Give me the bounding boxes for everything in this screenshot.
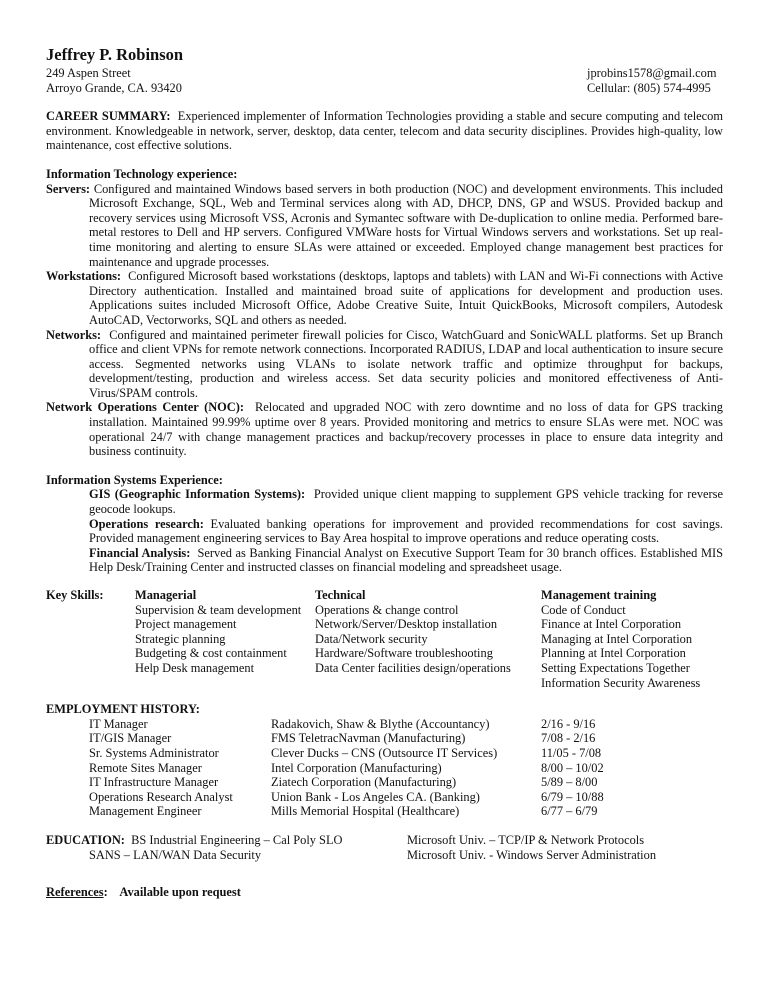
skill-item: Network/Server/Desktop installation xyxy=(315,617,498,632)
job-company: Radakovich, Shaw & Blythe (Accountancy) xyxy=(271,716,490,731)
is-item-text: Served as Banking Financial Analyst on Executive Support Team for 30 branch offices. Established MIS Help Desk/Training Center and instructed classes on financial modeling and spreadsheet usage. xyxy=(89,545,723,575)
skills-training-title: Management training xyxy=(541,588,657,602)
phone-number: Cellular: (805) 574-4995 xyxy=(587,80,711,95)
employment-row xyxy=(46,761,723,776)
is-experience-section xyxy=(46,473,723,575)
skill-item: Information Security Awareness xyxy=(541,675,701,690)
employment-section xyxy=(46,702,723,819)
job-title: Management Engineer xyxy=(89,804,202,819)
skills-training-col xyxy=(541,588,723,690)
job-dates: 8/00 – 10/02 xyxy=(541,760,604,775)
job-company: FMS TeletracNavman (Manufacturing) xyxy=(271,731,466,746)
job-title: Sr. Systems Administrator xyxy=(89,745,219,760)
job-dates: 2/16 - 9/16 xyxy=(541,716,596,731)
skill-item: Code of Conduct xyxy=(541,602,626,617)
job-dates: 11/05 - 7/08 xyxy=(541,745,602,760)
references-label: References xyxy=(46,885,104,900)
career-summary-label: CAREER SUMMARY: xyxy=(46,109,171,124)
job-company: Clever Ducks – CNS (Outsource IT Services) xyxy=(271,745,498,760)
education-sans: SANS – LAN/WAN Data Security xyxy=(89,847,262,862)
skill-item: Setting Expectations Together xyxy=(541,660,690,675)
skill-item: Finance at Intel Corporation xyxy=(541,617,682,632)
skill-item: Project management xyxy=(135,617,237,632)
skill-item: Data Center facilities design/operations xyxy=(315,660,511,675)
employment-row xyxy=(46,731,723,746)
job-dates: 5/89 – 8/00 xyxy=(541,775,598,790)
references-text: Available upon request xyxy=(119,885,241,900)
is-item-text: Evaluated banking operations for improvement and provided recommendations for cost savings. Provided management engineering services to Bay Area hospital to improve operations and reduce operating costs. xyxy=(89,516,723,546)
contact-block xyxy=(46,66,723,95)
skill-item: Operations & change control xyxy=(315,602,459,617)
it-item-text: Relocated and upgraded NOC with zero downtime and no loss of data for GPS tracking installation. Maintained 99.99% uptime over 8 years. Provided monitoring and metrics to ensure SLAs were met. NOC was operational 24/7 with change management practices and backup/recovery processes in place to ensure data integrity and business continuity. xyxy=(89,400,723,459)
skill-item: Hardware/Software troubleshooting xyxy=(315,646,493,661)
skills-technical-col xyxy=(315,588,541,690)
it-item-servers xyxy=(46,182,723,270)
it-item-workstations xyxy=(46,269,723,327)
it-item-networks xyxy=(46,328,723,401)
education-left-col xyxy=(46,833,407,862)
career-summary-text: Experienced implementer of Information Technologies providing a stable and secure computing and telecom environment. Knowledgeable in network, server, desktop, data center, telecom and data security disciplines. Provides high-quality, low maintenance, cost effective solutions. xyxy=(46,109,723,153)
references-colon: : xyxy=(103,885,108,900)
education-msu-windows: Microsoft Univ. - Windows Server Administration xyxy=(407,847,657,862)
address-city: Arroyo Grande, CA. 93420 xyxy=(46,80,182,95)
skill-item: Help Desk management xyxy=(135,660,255,675)
skills-managerial-title: Managerial xyxy=(135,588,197,602)
skill-item: Budgeting & cost containment xyxy=(135,646,287,661)
job-title: IT Manager xyxy=(89,716,148,731)
employment-row xyxy=(46,804,723,819)
it-experience-section xyxy=(46,167,723,459)
job-dates: 7/08 - 2/16 xyxy=(541,731,596,746)
skill-item: Data/Network security xyxy=(315,631,428,646)
skill-item: Planning at Intel Corporation xyxy=(541,646,686,661)
education-msu-tcpip: Microsoft Univ. – TCP/IP & Network Protocols xyxy=(407,832,645,847)
candidate-name: Jeffrey P. Robinson xyxy=(46,45,184,64)
is-item-label: GIS (Geographic Information Systems): xyxy=(89,487,306,502)
references-line xyxy=(46,885,723,900)
is-item-operations-research xyxy=(46,517,723,546)
employment-row xyxy=(46,746,723,761)
contact-info xyxy=(587,66,723,95)
is-item-text: Provided unique client mapping to supplement GPS vehicle tracking for reverse geocode lookups. xyxy=(89,487,723,517)
it-item-label: Networks: xyxy=(46,327,102,342)
is-item-label: Financial Analysis: xyxy=(89,545,191,560)
job-company: Mills Memorial Hospital (Healthcare) xyxy=(271,804,460,819)
key-skills-label: Key Skills: xyxy=(46,588,104,602)
skill-item: Managing at Intel Corporation xyxy=(541,631,693,646)
employment-heading: EMPLOYMENT HISTORY: xyxy=(46,702,200,717)
employment-row xyxy=(46,717,723,732)
email-address: jprobins1578@gmail.com xyxy=(587,66,717,80)
skills-technical-title: Technical xyxy=(315,588,366,602)
education-label: EDUCATION: xyxy=(46,832,125,847)
employment-row xyxy=(46,775,723,790)
address-street: 249 Aspen Street xyxy=(46,66,131,80)
it-item-label: Workstations: xyxy=(46,269,122,284)
job-title: Operations Research Analyst xyxy=(89,789,233,804)
job-dates: 6/77 – 6/79 xyxy=(541,804,598,819)
education-degree: BS Industrial Engineering – Cal Poly SLO xyxy=(131,832,343,847)
job-company: Union Bank - Los Angeles CA. (Banking) xyxy=(271,789,480,804)
it-item-label: Network Operations Center (NOC): xyxy=(46,400,244,415)
key-skills-label-col xyxy=(46,588,135,690)
job-title: IT Infrastructure Manager xyxy=(89,775,219,790)
career-summary xyxy=(46,109,723,153)
job-company: Intel Corporation (Manufacturing) xyxy=(271,760,442,775)
it-item-text: Configured Microsoft based workstations (desktops, laptops and tablets) with LAN and Wi-Fi connections with Active Directory authentication. Installed and maintained broad suite of applications for development and production uses. Applications suites included Microsoft Office, Adobe Creative Suite, Intuit QuickBooks, Microsoft compilers, Autodesk AutoCAD, Vectorworks, SQL and others as needed. xyxy=(89,269,723,327)
job-title: Remote Sites Manager xyxy=(89,760,202,775)
address-block xyxy=(46,66,182,95)
job-title: IT/GIS Manager xyxy=(89,731,172,746)
it-item-text: Configured and maintained perimeter firewall policies for Cisco, WatchGuard and SonicWALL platforms. Set up Branch office and client VPNs for remote network connections. Incorporated RADIUS, LDAP and local authentication to insure secure access. Segmented networks using VLANs to isolate network traffic and optimize throughput for backups, development/testing, production and wireless access. Set data security policies and monitored effectiveness of Anti-Virus/SPAM controls. xyxy=(89,327,724,400)
resume-page xyxy=(46,45,723,900)
key-skills-section xyxy=(46,588,723,690)
skills-managerial-col xyxy=(135,588,315,690)
it-item-noc xyxy=(46,400,723,458)
job-dates: 6/79 – 10/88 xyxy=(541,789,604,804)
is-item-label: Operations research: xyxy=(89,516,204,531)
skill-item: Strategic planning xyxy=(135,631,226,646)
education-section xyxy=(46,833,723,862)
is-experience-heading: Information Systems Experience: xyxy=(46,472,223,487)
employment-row xyxy=(46,790,723,805)
is-item-financial-analysis xyxy=(46,546,723,575)
it-experience-heading: Information Technology experience: xyxy=(46,166,238,181)
skill-item: Supervision & team development xyxy=(135,602,302,617)
it-item-text: Configured and maintained Windows based servers in both production (NOC) and development environments. This included Microsoft Exchange, SQL, Web and Terminal services along with AD, DHCP, DNS, GP and WSUS. Provided backup and recovery services using Microsoft VSS, Acronis and Symantec software with De-duplication to online media. Performed bare-metal restores to Dell and HP servers. Configured VMWare hosts for Virtual Windows servers and workstations. Set up real-time monitoring and alerting to ensure SLAs were attained or exceeded. Employed change management best practices for maintenance and upgrade processes. xyxy=(89,181,723,269)
it-item-label: Servers: xyxy=(46,181,91,196)
job-company: Ziatech Corporation (Manufacturing) xyxy=(271,775,457,790)
is-item-gis xyxy=(46,487,723,516)
education-right-col xyxy=(407,833,723,862)
